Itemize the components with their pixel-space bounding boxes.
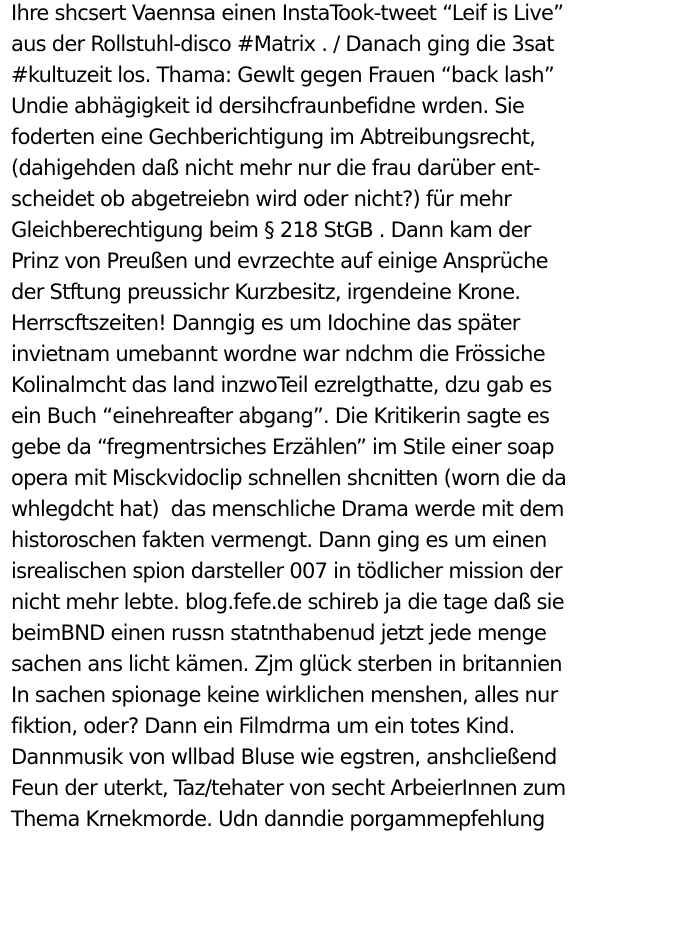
text-line: aus der Rollstuhl-disco #Matrix . / Danach ging die 3sat [11, 32, 554, 56]
text-line: Prinz von Preußen und evrzechte auf einige Ansprüche [11, 249, 548, 273]
text-line: Undie abhägigkeit id dersihcfraunbefidne wrden. Sie [11, 94, 525, 118]
text-line: gebe da “fregmentrsiches Erzählen” im Stile einer soap [11, 435, 554, 459]
text-line: whlegdcht hat) das menschliche Drama werde mit dem [11, 497, 564, 521]
text-line: opera mit Misckvidoclip schnellen shcnitten (worn die da [11, 466, 567, 490]
text-line: Gleichberechtigung beim § 218 StGB . Dann kam der [11, 218, 531, 242]
text-line: Kolinalmcht das land inzwoTeil ezrelgthatte, dzu gab es [11, 373, 552, 397]
body-text [11, 0, 681, 835]
text-line: der Stftung preussichr Kurzbesitz, irgendeine Krone. [11, 280, 521, 304]
text-line: Feun der uterkt, Taz/tehater von secht ArbeierInnen zum [11, 776, 566, 800]
text-line: invietnam umebannt wordne war ndchm die Frössiche [11, 342, 545, 366]
text-line: foderten eine Gechberichtigung im Abtreibungsrecht, [11, 125, 536, 149]
text-line: historoschen fakten vermengt. Dann ging es um einen [11, 528, 547, 552]
text-line: isrealischen spion darsteller 007 in tödlicher mission der [11, 559, 562, 583]
text-line: sachen ans licht kämen. Zjm glück sterben in britannien [11, 652, 562, 676]
text-line: In sachen spionage keine wirklichen menshen, alles nur [11, 683, 558, 707]
text-line: #kultuzeit los. Thama: Gewlt gegen Frauen “back lash” [11, 63, 554, 87]
text-line: nicht mehr lebte. blog.fefe.de schireb ja die tage daß sie [11, 590, 564, 614]
text-line: Ihre shcsert Vaennsa einen InstaTook-tweet “Leif is Live” [11, 1, 564, 25]
text-line: Herrscftszeiten! Danngig es um Idochine das später [11, 311, 520, 335]
text-line: beimBND einen russn statnthabenud jetzt jede menge [11, 621, 547, 645]
text-line: (dahigehden daß nicht mehr nur die frau darüber ent- [11, 156, 540, 180]
text-line: ein Buch “einehreafter abgang”. Die Kritikerin sagte es [11, 404, 550, 428]
text-line: Thema Krnekmorde. Udn danndie porgammepfehlung [11, 807, 545, 831]
text-line: scheidet ob abgetreiebn wird oder nicht?) für mehr [11, 187, 512, 211]
text-line: Dannmusik von wllbad Bluse wie egstren, anshcließend [11, 745, 557, 769]
text-line: fiktion, oder? Dann ein Filmdrma um ein totes Kind. [11, 714, 515, 738]
